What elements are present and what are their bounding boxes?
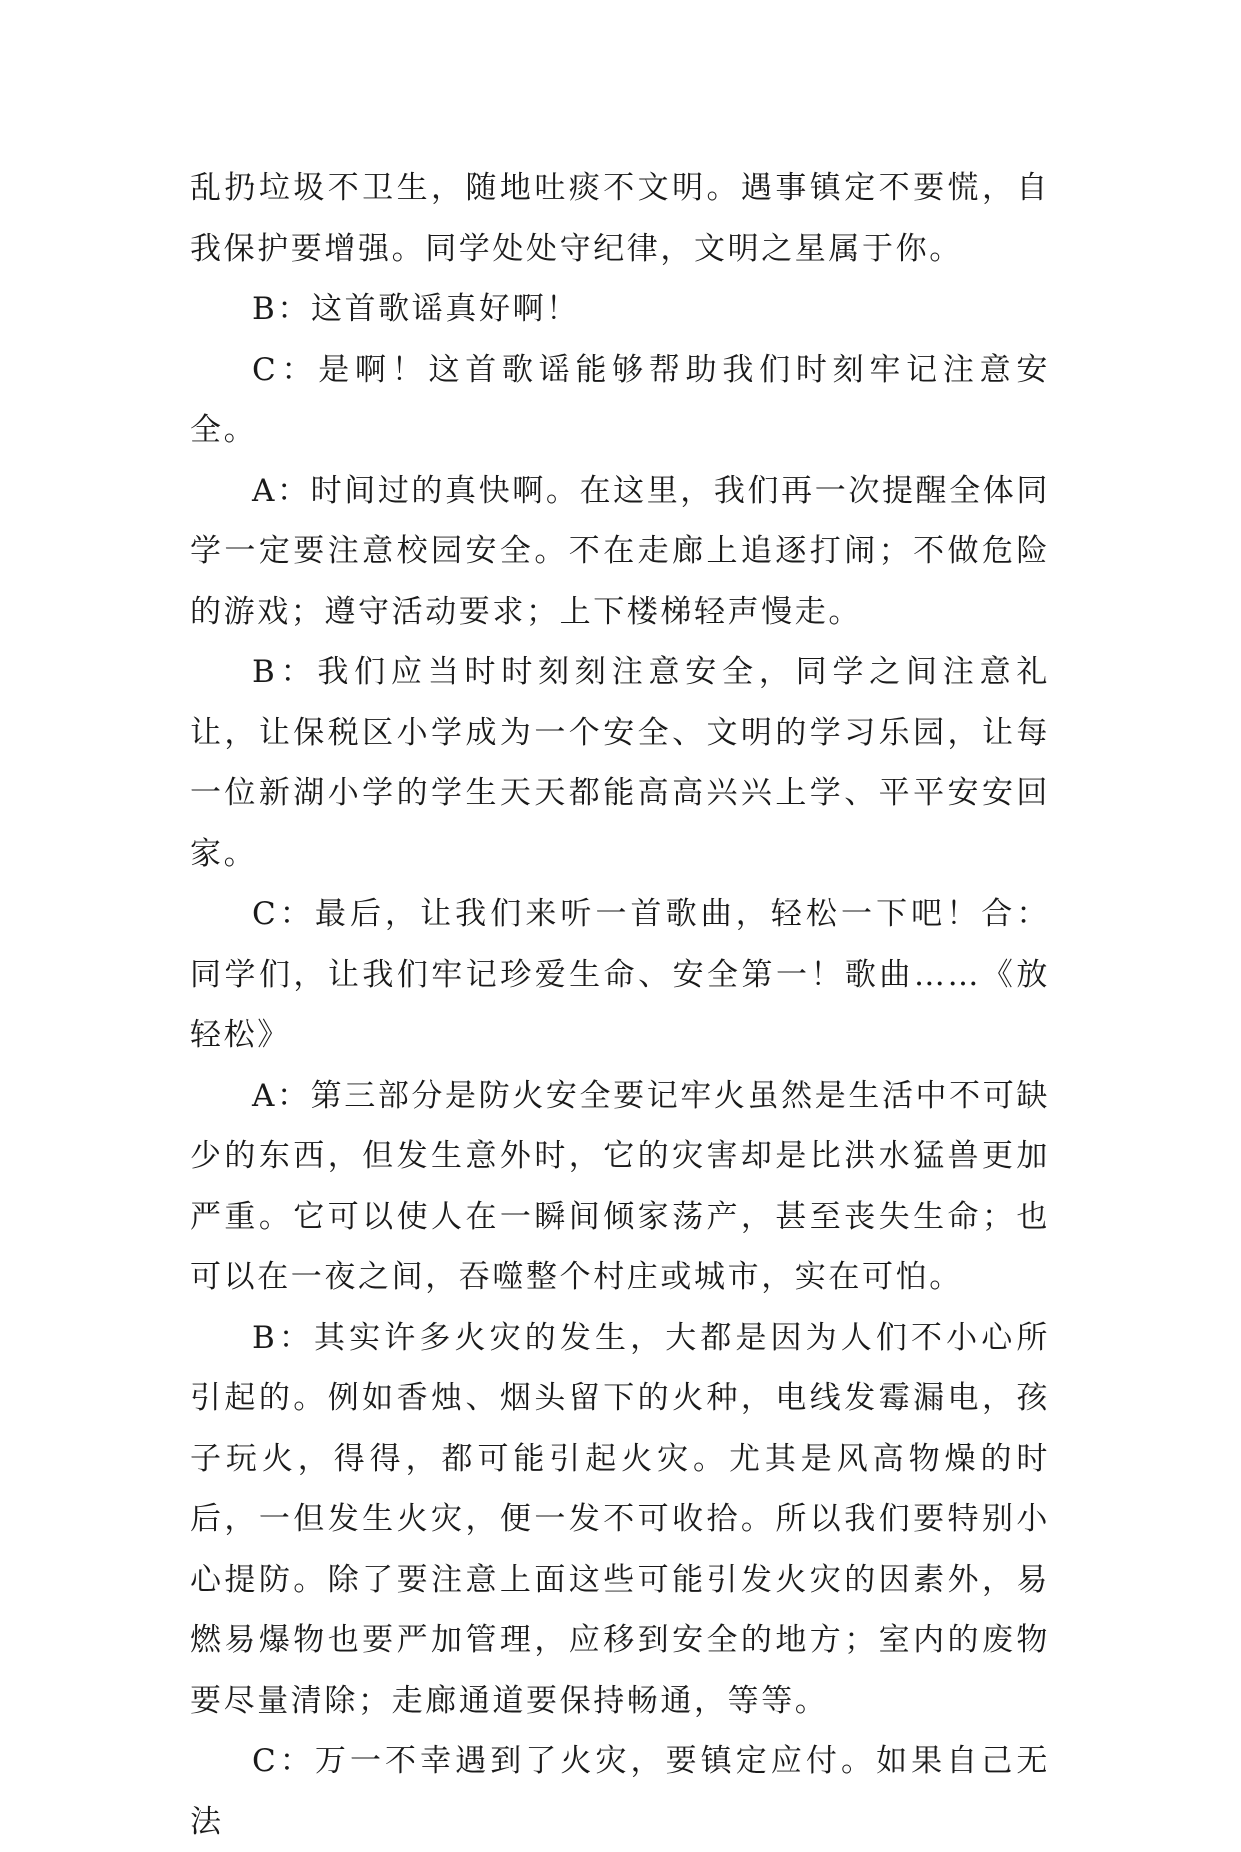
document-body: [190, 158, 1050, 1852]
paragraph-b-fire-causes: B：其实许多火灾的发生，大都是因为人们不小心所引起的。例如香烛、烟头留下的火种，电线发霉漏电，孩子玩火，得得，都可能引起火灾。尤其是风高物燥的时后，一但发生火灾，便一发不可收拾。所以我们要特别小心提防。除了要注意上面这些可能引发火灾的因素外，易燃易爆物也要严加管理，应移到安全的地方；室内的废物要尽量清除；走廊通道要保持畅通，等等。: [190, 1319, 1050, 1719]
paragraph-c-song: C：最后，让我们来听一首歌曲，轻松一下吧！合：同学们，让我们牢记珍爱生命、安全第一！歌曲……《放轻松》: [190, 896, 1050, 1053]
paragraph-continuation: 乱扔垃圾不卫生，随地吐痰不文明。遇事镇定不要慌，自我保护要增强。同学处处守纪律，文明之星属于你。: [190, 170, 1050, 267]
paragraph-a-fire-safety: A：第三部分是防火安全要记牢火虽然是生活中不可缺少的东西，但发生意外时，它的灾害却是比洪水猛兽更加严重。它可以使人在一瞬间倾家荡产，甚至丧失生命；也可以在一夜之间，吞噬整个村庄或城市，实在可怕。: [190, 1077, 1050, 1295]
paragraph-c-fire-response: C：万一不幸遇到了火灾，要镇定应付。如果自己无法: [190, 1743, 1050, 1840]
paragraph-b-response: B：这首歌谣真好啊！: [252, 291, 580, 327]
paragraph-a-reminder: A：时间过的真快啊。在这里，我们再一次提醒全体同学一定要注意校园安全。不在走廊上追逐打闹；不做危险的游戏；遵守活动要求；上下楼梯轻声慢走。: [190, 472, 1050, 630]
paragraph-b-safety: B：我们应当时时刻刻注意安全，同学之间注意礼让，让保税区小学成为一个安全、文明的学习乐园，让每一位新湖小学的学生天天都能高高兴兴上学、平平安安回家。: [190, 654, 1050, 872]
paragraph-c-response: C：是啊！这首歌谣能够帮助我们时刻牢记注意安全。: [190, 351, 1050, 448]
